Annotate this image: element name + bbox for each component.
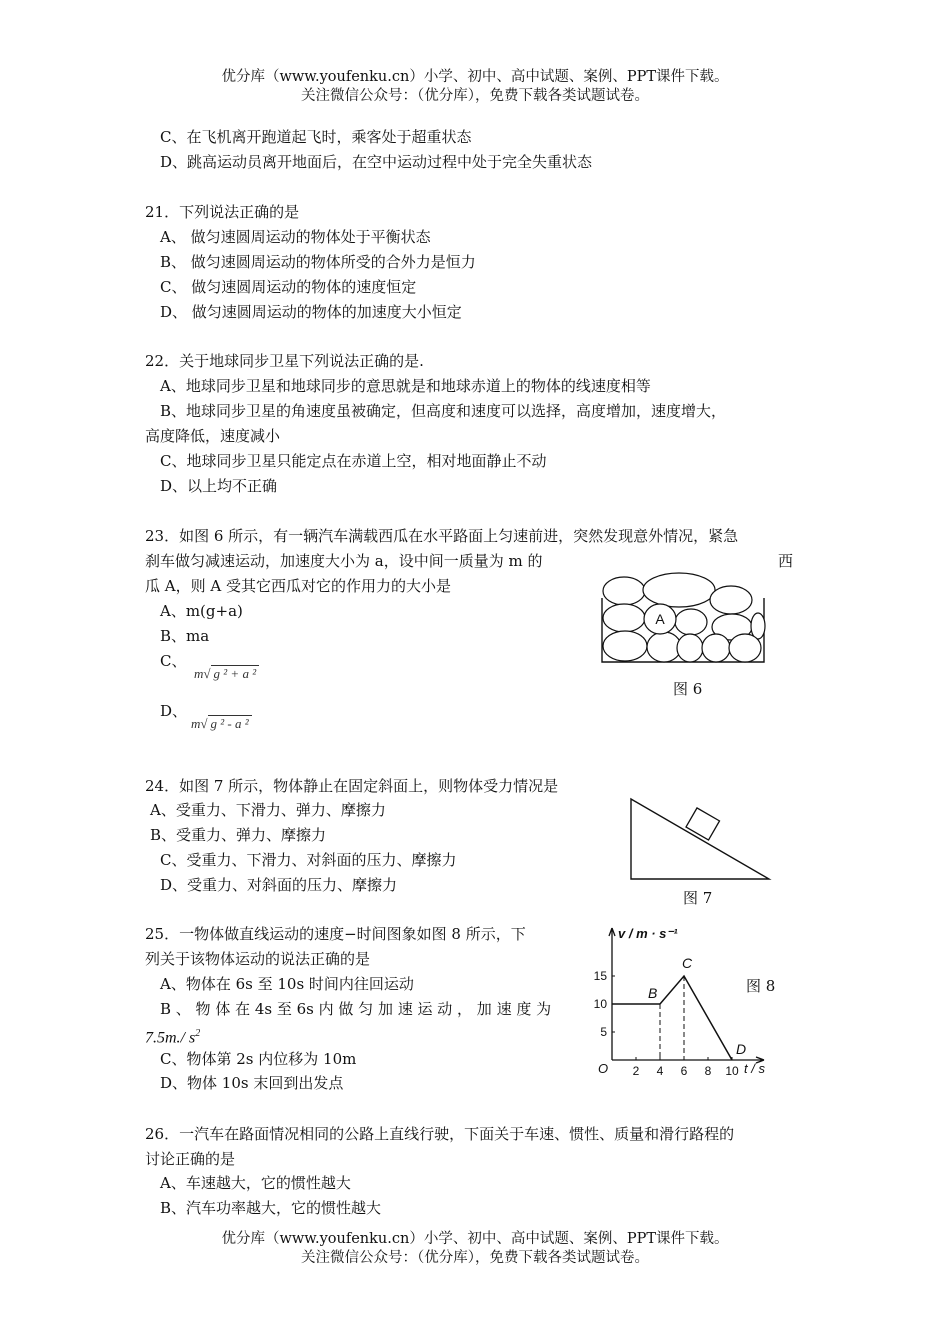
q21-stem: 21．下列说法正确的是 [145, 203, 300, 221]
melon-a-label: A [655, 611, 665, 627]
q22-option-b-line2: 高度降低，速度减小 [145, 427, 281, 445]
q22-option-c: C、地球同步卫星只能定点在赤道上空，相对地面静止不动 [160, 452, 547, 470]
footer-line-1: 优分库（www.youfenku.cn）小学、初中、高中试题、案例、PPT课件下载。 [221, 1231, 729, 1247]
figure-6-watermelons [598, 568, 770, 668]
melon [603, 577, 645, 605]
q25-acceleration-value: 7.5m./ $s^2$ [145, 1028, 201, 1047]
q22-option-b-line1: B、地球同步卫星的角速度虽被确定，但高度和速度可以选择，高度增加，速度增大， [160, 402, 727, 420]
q21-option-c: C、 做匀速圆周运动的物体的速度恒定 [160, 278, 417, 296]
q23-option-b: B、ma [160, 627, 210, 645]
q23-option-d: D、 [160, 702, 188, 720]
q24-option-d: D、受重力、对斜面的压力、摩擦力 [160, 876, 398, 894]
figure-6-label: 图 6 [673, 680, 703, 698]
q26-option-b: B、汽车功率越大，它的惯性越大 [160, 1199, 382, 1217]
q25-option-c: C、物体第 2s 内位移为 10m [160, 1050, 357, 1068]
q20-option-d: D、跳高运动员离开地面后，在空中运动过程中处于完全失重状态 [160, 153, 593, 171]
q24-option-a: A、受重力、下滑力、弹力、摩擦力 [150, 801, 386, 819]
velocity-line [612, 976, 732, 1060]
q21-option-b: B、 做匀速圆周运动的物体所受的合外力是恒力 [160, 253, 476, 271]
q26-option-a: A、车速越大，它的惯性越大 [160, 1174, 351, 1192]
q24-option-b: B、受重力、弹力、摩擦力 [150, 826, 327, 844]
q21-option-a: A、 做匀速圆周运动的物体处于平衡状态 [160, 228, 431, 246]
melon [675, 609, 707, 635]
footer-line-2: 关注微信公众号：（优分库），免费下载各类试题试卷。 [301, 1250, 649, 1266]
figure-7-incline [626, 795, 774, 883]
q26-stem-line2: 讨论正确的是 [145, 1150, 236, 1168]
q23-stem-line1: 23．如图 6 所示，有一辆汽车满载西瓜在水平路面上匀速前进，突然发现意外情况，紧急 [145, 527, 739, 545]
q23-stem-line2: 刹车做匀减速运动，加速度大小为 a，设中间一质量为 m 的 [145, 552, 543, 570]
melon [643, 573, 715, 607]
q22-option-d: D、以上均不正确 [160, 477, 278, 495]
q25-stem-line1: 25．一物体做直线运动的速度−时间图象如图 8 所示，下 [145, 925, 526, 943]
melon [751, 613, 765, 639]
q25-option-d: D、物体 10s 末回到出发点 [160, 1074, 344, 1092]
q22-stem: 22．关于地球同步卫星下列说法正确的是. [145, 352, 424, 370]
x-axis-label: t / s [744, 1061, 765, 1076]
q25-stem-line2: 列关于该物体运动的说法正确的是 [145, 950, 371, 968]
x-tick-label: 8 [704, 1064, 712, 1078]
point-label-b: B [648, 985, 658, 1001]
q23-option-d-formula: m√ g ² - a ² [191, 714, 252, 734]
q23-stem-line2-tail: 西 [778, 552, 794, 570]
figure-7-label: 图 7 [683, 889, 713, 907]
q25-option-a: A、物体在 6s 至 10s 时间内往回运动 [160, 975, 414, 993]
y-tick-label: 5 [600, 1025, 607, 1039]
q24-stem: 24．如图 7 所示，物体静止在固定斜面上，则物体受力情况是 [145, 777, 559, 795]
q24-option-c: C、受重力、下滑力、对斜面的压力、摩擦力 [160, 851, 457, 869]
y-tick-label: 15 [593, 969, 607, 983]
point-label-d: D [736, 1041, 747, 1057]
melon [729, 634, 761, 662]
q23-option-a: A、m(g+a) [160, 602, 243, 620]
q25-option-b: B 、 物 体 在 4s 至 6s 内 做 匀 加 速 运 动 ， 加 速 度 为 [160, 1000, 552, 1018]
q22-option-a: A、地球同步卫星和地球同步的意思就是和地球赤道上的物体的线速度相等 [160, 377, 651, 395]
x-tick-label: 10 [725, 1064, 739, 1078]
point-label-c: C [682, 955, 693, 971]
melon [603, 631, 647, 661]
header-line-1: 优分库（www.youfenku.cn）小学、初中、高中试题、案例、PPT课件下载。 [221, 69, 729, 85]
melon [603, 604, 645, 632]
q26-stem-line1: 26．一汽车在路面情况相同的公路上直线行驶，下面关于车速、惯性、质量和滑行路程的 [145, 1125, 735, 1143]
x-tick-label: 4 [656, 1064, 664, 1078]
x-tick-label: 6 [680, 1064, 688, 1078]
header-line-2: 关注微信公众号：（优分库），免费下载各类试题试卷。 [301, 88, 649, 104]
figure-8-label: 图 8 [746, 977, 776, 995]
q20-option-c: C、在飞机离开跑道起飞时，乘客处于超重状态 [160, 128, 472, 146]
x-tick-label: 2 [632, 1064, 640, 1078]
melon [710, 586, 752, 614]
q23-option-c: C、 [160, 652, 187, 670]
origin-label: O [598, 1061, 609, 1076]
q21-option-d: D、 做匀速圆周运动的物体的加速度大小恒定 [160, 303, 462, 321]
block [686, 808, 720, 840]
q23-option-c-formula: m√ g ² + a ² [194, 664, 259, 684]
y-tick-label: 10 [593, 997, 607, 1011]
q23-stem-line3: 瓜 A，则 A 受其它西瓜对它的作用力的大小是 [145, 577, 451, 595]
melon [702, 634, 730, 662]
melon [647, 632, 681, 662]
figure-8-vt-graph [588, 918, 788, 1078]
melon [677, 634, 703, 662]
y-axis-label: v / m · s⁻¹ [618, 926, 678, 941]
